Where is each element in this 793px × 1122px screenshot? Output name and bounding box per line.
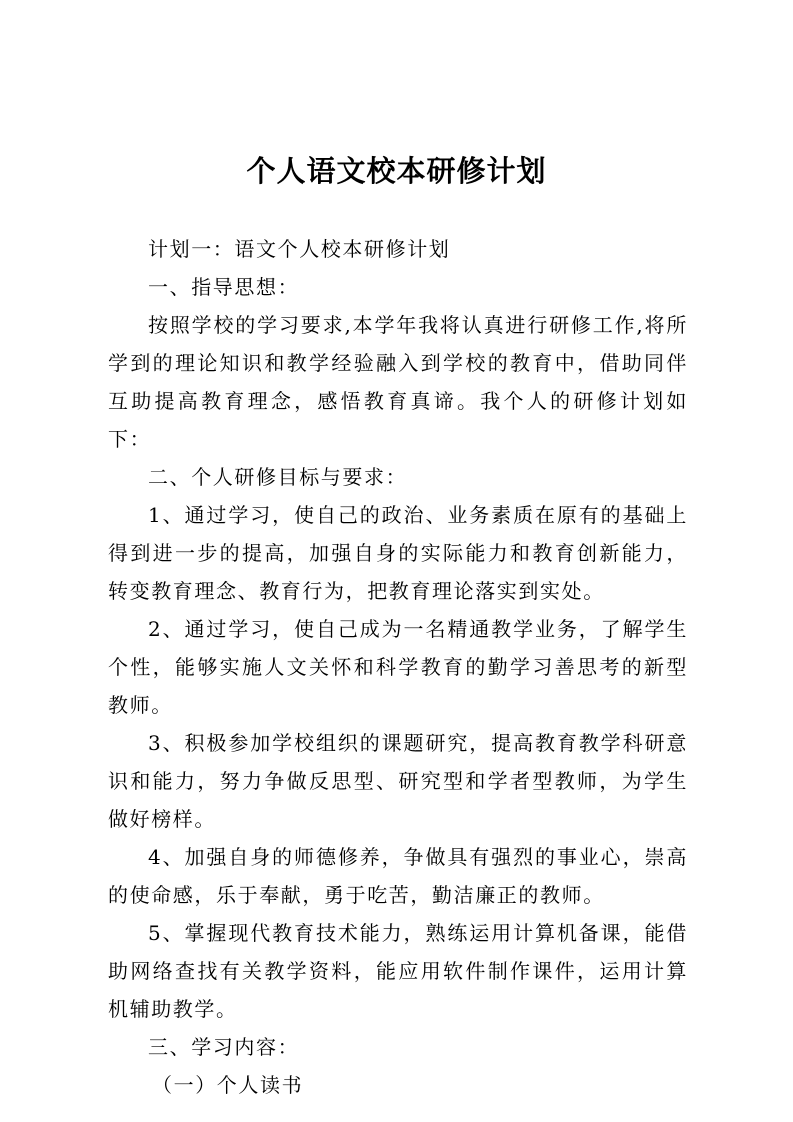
section-heading-guiding-ideas: 一、指导思想： (148, 275, 300, 299)
section-heading-content: 三、学习内容： (148, 1035, 300, 1059)
section-heading-goals: 二、个人研修目标与要求： (148, 465, 408, 489)
document-body (108, 230, 688, 1104)
goal-item-4: 4、加强自身的师德修养，争做具有强烈的事业心，崇高的使命感，乐于奉献，勇于吃苦，勤洁廉正的教师。 (108, 845, 688, 907)
goal-item-1: 1、通过学习，使自己的政治、业务素质在原有的基础上得到进一步的提高，加强自身的实际能力和教育创新能力，转变教育理念、教育行为，把教育理论落实到实处。 (108, 503, 688, 603)
subsection-heading-reading: （一）个人读书 (152, 1073, 304, 1097)
goal-item-3: 3、积极参加学校组织的课题研究，提高教育教学科研意识和能力，努力争做反思型、研究型和学者型教师，为学生做好榜样。 (108, 731, 688, 831)
document-title: 个人语文校本研修计划 (246, 154, 547, 188)
goal-item-5: 5、掌握现代教育技术能力，熟练运用计算机备课，能借助网络查找有关教学资料，能应用软件制作课件，运用计算机辅助教学。 (108, 921, 688, 1021)
plan-heading: 计划一：语文个人校本研修计划 (148, 237, 451, 261)
goal-item-2: 2、通过学习，使自己成为一名精通教学业务，了解学生个性，能够实施人文关怀和科学教育的勤学习善思考的新型教师。 (108, 617, 688, 717)
paragraph-guiding-ideas: 按照学校的学习要求,本学年我将认真进行研修工作,将所学到的理论知识和教学经验融入到学校的教育中，借助同伴互助提高教育理念，感悟教育真谛。我个人的研修计划如下： (108, 313, 688, 451)
